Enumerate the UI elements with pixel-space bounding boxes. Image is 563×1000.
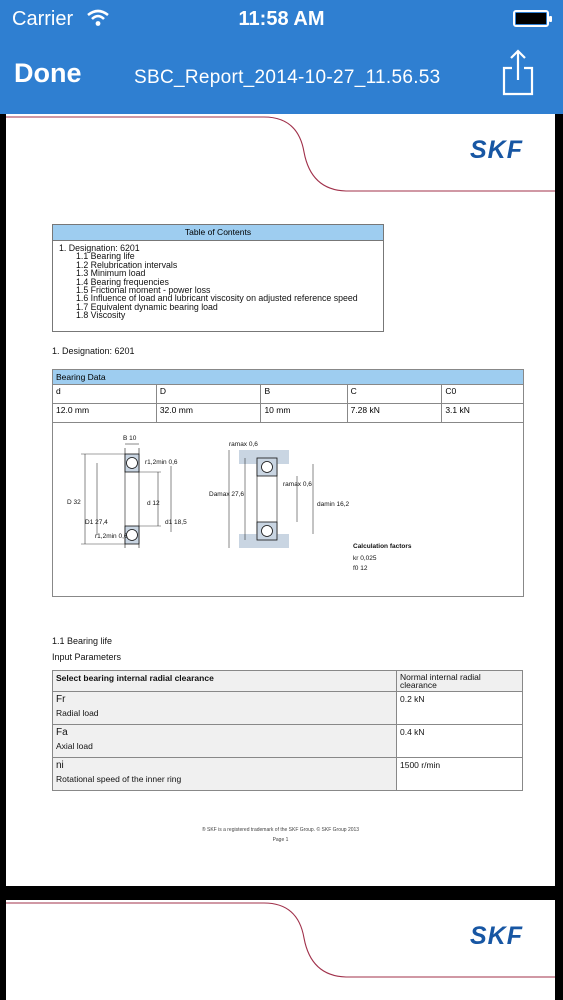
calc-factor-kr: kr 0,025 <box>353 555 377 562</box>
value-cell: 10 mm <box>261 404 347 423</box>
table-row <box>53 758 523 791</box>
dim-bore-d: d 12 <box>147 500 160 507</box>
status-bar <box>0 0 563 38</box>
carrier-label: Carrier <box>12 8 74 30</box>
trademark-notice: ® SKF is a registered trademark of the SKF Group. © SKF Group 2013 <box>201 827 360 833</box>
document-page <box>6 114 555 886</box>
calc-factor-f0: f0 12 <box>353 565 368 572</box>
dim-ramax-2: ramax 0,6 <box>283 481 312 488</box>
dim-d1-outer: D1 27,4 <box>85 519 108 526</box>
skf-logo: SKF <box>470 136 523 164</box>
toc-link[interactable]: 1.4 Bearing frequencies <box>76 276 169 287</box>
dim-d1-inner: d1 18,5 <box>165 519 187 526</box>
battery-icon <box>513 10 549 27</box>
param-symbol: Fa <box>56 727 68 738</box>
value-cell: 32.0 mm <box>156 404 261 423</box>
table-row <box>53 692 523 725</box>
bearing-drawing <box>61 430 521 592</box>
param-desc: Axial load <box>56 741 93 751</box>
bearing-data-table <box>53 385 523 423</box>
bearing-data-panel <box>52 369 524 597</box>
calc-factors-title: Calculation factors <box>353 543 412 550</box>
bearing-life-heading: 1.1 Bearing life <box>52 636 113 646</box>
page-footer <box>6 825 555 845</box>
header-cell: d <box>53 385 156 404</box>
dim-damax: Damax 27,6 <box>209 491 245 498</box>
clearance-label: Select bearing internal radial clearance <box>53 671 397 692</box>
header-cell: C <box>347 385 442 404</box>
toc-link[interactable]: 1.5 Frictional moment - power loss <box>76 285 211 296</box>
document-title: SBC_Report_2014-10-27_11.56.53 <box>134 67 441 88</box>
table-row <box>53 725 523 758</box>
value-cell: 7.28 kN <box>347 404 442 423</box>
dim-damin: damin 16,2 <box>317 501 350 508</box>
param-symbol: Fr <box>56 694 66 705</box>
section-heading: 1. Designation: 6201 <box>52 346 135 356</box>
dim-outer-d: D 32 <box>67 499 81 506</box>
param-desc: Rotational speed of the inner ring <box>56 774 182 784</box>
toc-title: Table of Contents <box>53 225 383 241</box>
dim-b: B 10 <box>123 435 137 442</box>
header-cell: D <box>156 385 261 404</box>
clock: 11:58 AM <box>238 8 325 30</box>
value-cell: 12.0 mm <box>53 404 156 423</box>
param-value: 0.2 kN <box>397 692 523 725</box>
table-of-contents <box>52 224 384 332</box>
header-cell: C0 <box>442 385 523 404</box>
page-number: Page 1 <box>272 837 289 843</box>
input-parameters-table <box>52 670 523 791</box>
toc-link[interactable]: 1.2 Relubrication intervals <box>76 259 178 270</box>
header-cell: B <box>261 385 347 404</box>
navigation-bar <box>0 38 563 114</box>
toc-link-designation[interactable]: 1. Designation: 6201 <box>59 243 140 253</box>
param-value: 1500 r/min <box>397 758 523 791</box>
toc-link[interactable]: 1.6 Influence of load and lubricant viscosity on adjusted reference speed <box>76 293 358 304</box>
value-cell: 3.1 kN <box>442 404 523 423</box>
dim-ramax: ramax 0,6 <box>229 441 258 448</box>
toc-link[interactable]: 1.1 Bearing life <box>76 251 135 262</box>
input-parameters-heading: Input Parameters <box>52 652 122 662</box>
toc-link[interactable]: 1.8 Viscosity <box>76 310 126 321</box>
param-symbol: ni <box>56 760 64 771</box>
clearance-value: Normal internal radial clearance <box>397 671 523 692</box>
param-desc: Radial load <box>56 708 99 718</box>
share-icon[interactable] <box>500 48 536 98</box>
skf-logo: SKF <box>470 922 523 950</box>
done-button[interactable]: Done <box>14 58 82 88</box>
param-value: 0.4 kN <box>397 725 523 758</box>
toc-link[interactable]: 1.3 Minimum load <box>76 268 146 279</box>
document-page-2 <box>6 900 555 1000</box>
toc-link[interactable]: 1.7 Equivalent dynamic bearing load <box>76 301 218 312</box>
dim-r12min: r1,2min 0,6 <box>145 459 178 466</box>
dim-r12min-b: r1,2min 0,6 <box>95 533 128 540</box>
bearing-data-title: Bearing Data <box>53 370 523 385</box>
